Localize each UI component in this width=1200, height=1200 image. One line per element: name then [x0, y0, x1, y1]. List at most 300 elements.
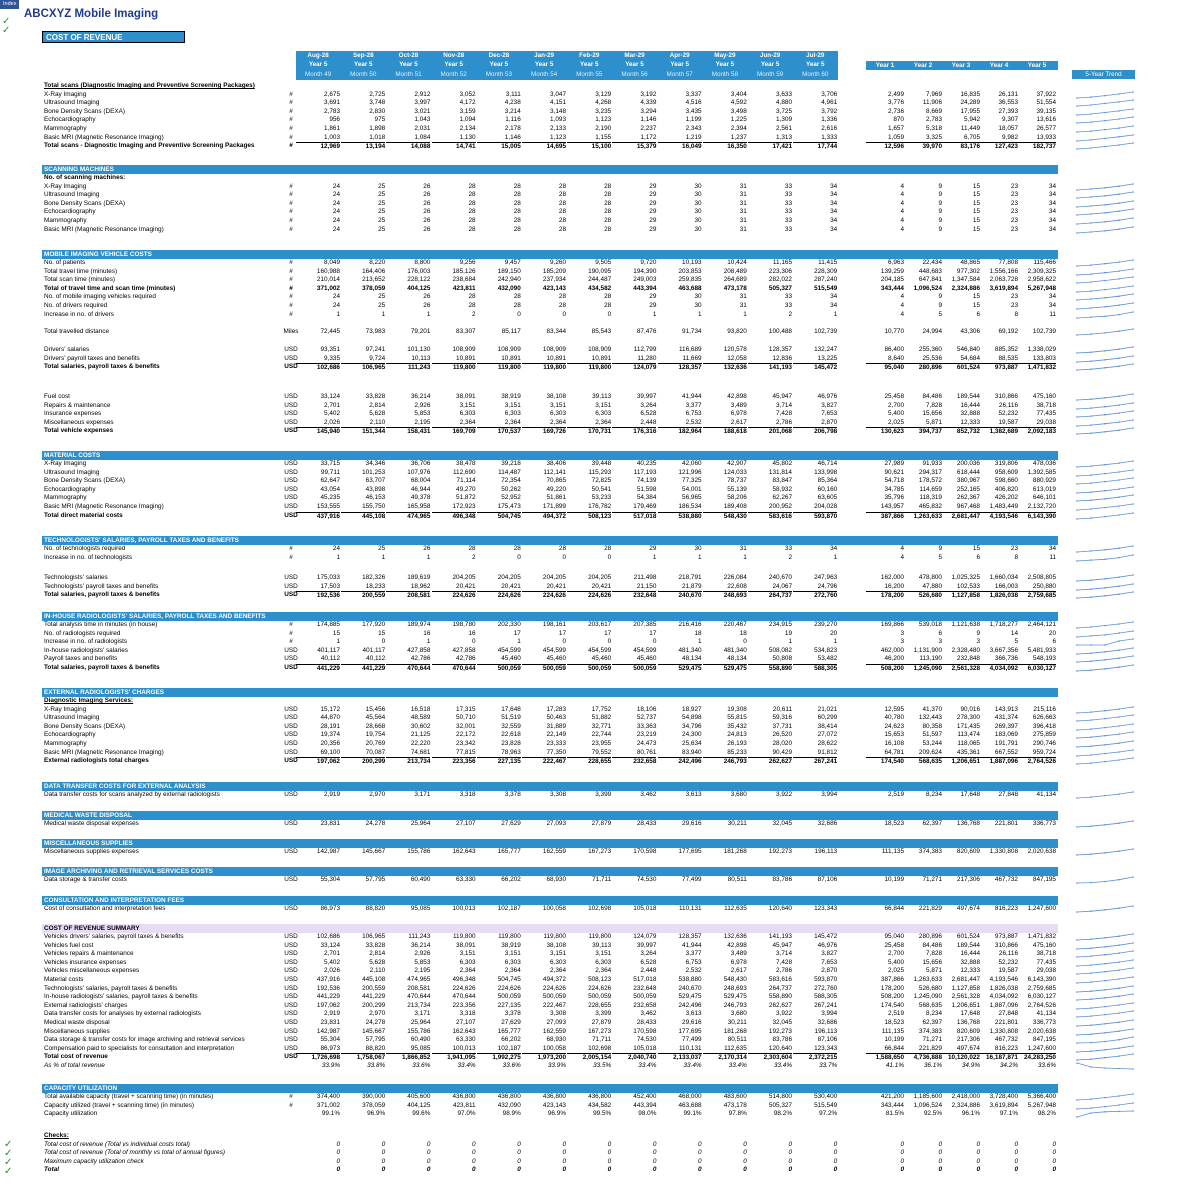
month-cell[interactable]: 434,582 — [588, 284, 612, 292]
month-cell[interactable]: 2,364 — [459, 418, 476, 426]
year-cell[interactable]: 15 — [972, 199, 980, 207]
month-cell[interactable]: 31 — [739, 208, 747, 216]
year-cell[interactable]: 169,866 — [880, 621, 904, 628]
month-cell[interactable]: 494,372 — [522, 512, 566, 522]
year-cell[interactable]: 9 — [938, 225, 942, 233]
year-cell[interactable]: 191,791 — [994, 740, 1018, 747]
month-cell[interactable]: 158,431 — [386, 427, 430, 437]
year-cell[interactable]: 7,969 — [926, 90, 942, 98]
year-cell[interactable]: 32,888 — [960, 958, 980, 966]
month-cell[interactable]: 0 — [743, 1157, 747, 1165]
month-cell[interactable]: 9,457 — [504, 259, 521, 266]
year-cell[interactable]: 4 — [900, 302, 904, 309]
month-cell[interactable]: 100,013 — [452, 905, 476, 912]
year-cell[interactable]: 178,572 — [918, 477, 942, 485]
month-cell[interactable]: 97,241 — [365, 346, 386, 353]
month-cell[interactable]: 3,922 — [776, 791, 792, 798]
month-cell[interactable]: 3,994 — [821, 1010, 838, 1018]
year-cell[interactable]: 15 — [972, 208, 980, 216]
year-cell[interactable]: 14 — [1010, 629, 1018, 637]
year-cell[interactable]: 39,970 — [904, 142, 942, 152]
month-cell[interactable]: 224,626 — [432, 591, 476, 601]
year-cell[interactable]: 81.5% — [885, 1110, 904, 1118]
year-cell[interactable]: 601,524 — [942, 363, 980, 373]
month-cell[interactable]: 46,976 — [817, 393, 838, 400]
month-cell[interactable]: 3,498 — [730, 107, 747, 115]
year-cell[interactable]: 2,020,638 — [1027, 848, 1056, 855]
month-cell[interactable]: 176,782 — [588, 503, 612, 510]
month-cell[interactable]: 267,241 — [814, 1001, 838, 1009]
month-cell[interactable]: 145,940 — [296, 427, 340, 437]
month-cell[interactable]: 189,974 — [407, 621, 431, 628]
month-cell[interactable]: 33 — [784, 191, 792, 199]
month-cell[interactable]: 2,675 — [324, 90, 340, 98]
month-cell[interactable]: 287,240 — [814, 276, 838, 284]
year-cell[interactable]: 2,764,526 — [1018, 757, 1056, 767]
month-cell[interactable]: 3,633 — [776, 90, 792, 98]
month-cell[interactable]: 30 — [694, 302, 702, 309]
month-cell[interactable]: 3,377 — [685, 401, 702, 409]
year-cell[interactable]: 232,848 — [956, 655, 980, 663]
year-cell[interactable]: 255,360 — [918, 346, 942, 353]
month-cell[interactable]: 0 — [743, 1166, 747, 1174]
month-cell[interactable]: 33 — [784, 293, 792, 301]
month-cell[interactable]: 17 — [604, 629, 612, 637]
month-cell[interactable]: 3,021 — [414, 107, 431, 115]
month-cell[interactable]: 30 — [694, 225, 702, 233]
year-cell[interactable]: 1,247,600 — [1027, 905, 1056, 912]
month-cell[interactable]: 223,356 — [432, 757, 476, 767]
month-cell[interactable]: 17,648 — [501, 705, 521, 713]
month-cell[interactable]: 474,965 — [407, 976, 431, 983]
month-cell[interactable]: 33 — [784, 182, 792, 190]
year-cell[interactable]: 36,553 — [998, 99, 1018, 107]
year-cell[interactable]: 250,880 — [1032, 582, 1056, 590]
month-cell[interactable]: 3,318 — [459, 1010, 476, 1018]
month-cell[interactable]: 99.1% — [683, 1110, 702, 1118]
month-cell[interactable]: 2 — [472, 553, 476, 561]
month-cell[interactable]: 83,786 — [772, 876, 792, 883]
month-cell[interactable]: 1,309 — [776, 116, 792, 124]
month-cell[interactable]: 60,299 — [817, 714, 838, 722]
month-cell[interactable]: 956 — [329, 116, 340, 124]
month-cell[interactable]: 227,135 — [497, 1001, 521, 1009]
year-cell[interactable]: 174,540 — [880, 1001, 904, 1009]
month-cell[interactable]: 155,786 — [407, 1027, 431, 1035]
month-cell[interactable]: 99.5% — [593, 1110, 612, 1118]
year-cell[interactable]: 221,801 — [994, 820, 1018, 827]
month-cell[interactable]: 38,919 — [501, 941, 521, 949]
month-cell[interactable]: 24 — [332, 191, 340, 199]
month-cell[interactable]: 27,072 — [817, 731, 838, 739]
month-cell[interactable]: 26 — [423, 217, 431, 224]
month-cell[interactable]: 25 — [378, 545, 386, 552]
year-cell[interactable]: 23 — [1010, 302, 1018, 309]
month-cell[interactable]: 33.8% — [367, 1062, 386, 1069]
year-cell[interactable]: 38,718 — [1036, 950, 1056, 958]
month-cell[interactable]: 517,018 — [633, 976, 657, 983]
month-cell[interactable]: 171,899 — [542, 503, 566, 510]
month-cell[interactable]: 198,780 — [452, 621, 476, 628]
month-cell[interactable]: 21,150 — [636, 582, 657, 590]
year-cell[interactable]: 0 — [976, 1166, 980, 1174]
year-cell[interactable]: 852,732 — [942, 427, 980, 437]
month-cell[interactable]: 2,364 — [504, 967, 521, 975]
month-cell[interactable]: 0 — [517, 1157, 521, 1165]
month-cell[interactable]: 204,205 — [588, 574, 612, 581]
month-cell[interactable]: 31 — [739, 199, 747, 207]
month-cell[interactable]: 17 — [513, 629, 521, 637]
month-cell[interactable]: 51,872 — [456, 494, 476, 502]
month-cell[interactable]: 51,519 — [501, 714, 521, 722]
month-cell[interactable]: 14,741 — [432, 142, 476, 152]
month-cell[interactable]: 106,965 — [362, 933, 386, 940]
month-cell[interactable]: 27,629 — [501, 820, 521, 827]
year-cell[interactable]: 18,523 — [884, 820, 904, 827]
month-cell[interactable]: 378,059 — [362, 1101, 386, 1109]
month-cell[interactable]: 197,062 — [296, 757, 340, 767]
month-cell[interactable]: 31 — [739, 217, 747, 224]
year-cell[interactable]: 380,967 — [956, 477, 980, 485]
month-cell[interactable]: 0 — [698, 1157, 702, 1165]
year-cell[interactable]: 37,922 — [1036, 90, 1056, 98]
month-cell[interactable]: 3,714 — [776, 401, 792, 409]
month-cell[interactable]: 17,752 — [591, 705, 612, 713]
month-cell[interactable]: 49,220 — [546, 485, 566, 493]
month-cell[interactable]: 21,021 — [817, 705, 838, 713]
month-cell[interactable]: 2,448 — [640, 418, 657, 426]
year-cell[interactable]: 2,025 — [888, 418, 904, 426]
month-cell[interactable]: 25,964 — [410, 820, 431, 827]
year-cell[interactable]: 0 — [1014, 1149, 1018, 1157]
month-cell[interactable]: 145,472 — [814, 933, 838, 940]
month-cell[interactable]: 24 — [332, 225, 340, 233]
month-cell[interactable]: 162,559 — [542, 848, 566, 855]
year-cell[interactable]: 1,096,524 — [913, 284, 942, 292]
month-cell[interactable]: 28 — [558, 208, 566, 216]
year-cell[interactable]: 24,623 — [884, 722, 904, 730]
month-cell[interactable]: 28 — [468, 302, 476, 309]
month-cell[interactable]: 0 — [788, 1157, 792, 1165]
month-cell[interactable]: 74,530 — [636, 1036, 657, 1044]
month-cell[interactable]: 0 — [517, 1140, 521, 1148]
month-cell[interactable]: 25,634 — [682, 740, 702, 747]
month-cell[interactable]: 22,220 — [410, 740, 431, 747]
month-cell[interactable]: 3,264 — [640, 401, 657, 409]
month-cell[interactable]: 0 — [788, 1140, 792, 1148]
year-cell[interactable]: 35,796 — [884, 494, 904, 502]
year-cell[interactable]: 0 — [900, 1166, 904, 1174]
month-cell[interactable]: 99.1% — [321, 1110, 340, 1118]
month-cell[interactable]: 558,890 — [768, 993, 792, 1001]
month-cell[interactable]: 120,640 — [768, 905, 792, 912]
year-cell[interactable]: 53,244 — [922, 740, 942, 747]
year-cell[interactable]: 15 — [972, 217, 980, 224]
year-cell[interactable]: 40,780 — [884, 714, 904, 722]
month-cell[interactable]: 1 — [833, 553, 838, 561]
month-cell[interactable]: 32,001 — [456, 722, 476, 730]
month-cell[interactable]: 116,689 — [678, 346, 702, 353]
year-cell[interactable]: 497,674 — [956, 1044, 980, 1052]
month-cell[interactable]: 0 — [381, 1166, 386, 1174]
month-cell[interactable]: 27,093 — [546, 820, 566, 827]
year-cell[interactable]: 7,828 — [926, 401, 942, 409]
month-cell[interactable]: 24 — [332, 545, 340, 552]
month-cell[interactable]: 3,047 — [550, 90, 566, 98]
year-cell[interactable]: 5 — [938, 310, 942, 318]
month-cell[interactable]: 404,125 — [407, 284, 431, 292]
month-cell[interactable]: 170,598 — [633, 848, 657, 855]
year-cell[interactable]: 13,616 — [1036, 116, 1056, 124]
month-cell[interactable]: 1 — [652, 310, 657, 318]
month-cell[interactable]: 42,060 — [682, 460, 702, 467]
month-cell[interactable]: 20,421 — [456, 582, 476, 590]
year-cell[interactable]: 15,653 — [884, 731, 904, 739]
month-cell[interactable]: 197,062 — [316, 1001, 340, 1009]
year-cell[interactable]: 17,648 — [960, 791, 980, 798]
month-cell[interactable]: 20,611 — [772, 705, 792, 713]
month-cell[interactable]: 2,134 — [459, 125, 476, 132]
month-cell[interactable]: 224,626 — [522, 591, 566, 601]
month-cell[interactable]: 468,000 — [678, 1093, 702, 1100]
month-cell[interactable]: 2,133 — [550, 125, 566, 132]
month-cell[interactable]: 445,108 — [362, 976, 386, 983]
month-cell[interactable]: 3,052 — [459, 90, 476, 98]
month-cell[interactable]: 28 — [558, 191, 566, 199]
year-cell[interactable]: 343,444 — [880, 284, 904, 292]
month-column-header[interactable] — [567, 51, 611, 80]
year-cell[interactable]: 23 — [1010, 182, 1018, 190]
month-cell[interactable]: 2,190 — [595, 125, 612, 132]
year-cell[interactable]: 43,306 — [960, 328, 980, 335]
month-cell[interactable]: 50,262 — [501, 485, 521, 493]
year-cell[interactable]: 113,474 — [957, 731, 980, 739]
year-cell[interactable]: 23 — [1010, 208, 1018, 216]
year-cell[interactable]: 0 — [1014, 1166, 1018, 1174]
month-cell[interactable]: 3,680 — [730, 1010, 747, 1018]
year-cell[interactable]: 27,989 — [884, 460, 904, 467]
month-cell[interactable]: 39,113 — [592, 941, 612, 949]
year-cell[interactable]: 221,801 — [994, 1019, 1018, 1026]
month-cell[interactable]: 106,965 — [341, 363, 385, 373]
month-cell[interactable]: 2,786 — [776, 967, 792, 975]
month-cell[interactable]: 6,753 — [685, 958, 702, 966]
year-cell[interactable]: 34 — [1048, 208, 1056, 216]
month-cell[interactable]: 2,870 — [821, 967, 838, 975]
year-cell[interactable]: 15 — [972, 545, 980, 552]
month-cell[interactable]: 40,235 — [636, 460, 657, 467]
year-cell[interactable]: 39,135 — [1036, 107, 1056, 115]
month-cell[interactable]: 224,626 — [542, 984, 566, 992]
month-cell[interactable]: 142,987 — [316, 1027, 340, 1035]
month-cell[interactable]: 102,739 — [814, 328, 838, 335]
month-cell[interactable]: 33.5% — [593, 1062, 612, 1069]
year-cell[interactable]: 66,844 — [884, 905, 904, 912]
month-cell[interactable]: 28 — [513, 545, 521, 552]
month-cell[interactable]: 200,299 — [341, 757, 385, 767]
year-cell[interactable]: 0 — [1052, 1166, 1056, 1174]
year-cell[interactable]: 5 — [938, 553, 942, 561]
month-cell[interactable]: 33.9% — [321, 1062, 340, 1069]
month-cell[interactable]: 500,059 — [542, 993, 566, 1001]
year-cell[interactable]: 278,300 — [956, 714, 980, 722]
month-cell[interactable]: 443,394 — [633, 1101, 657, 1109]
year-cell[interactable]: 25,458 — [884, 941, 904, 949]
month-cell[interactable]: 32,686 — [817, 820, 838, 827]
month-cell[interactable]: 83,307 — [456, 328, 476, 335]
month-cell[interactable]: 33 — [784, 302, 792, 309]
month-cell[interactable]: 470,644 — [432, 664, 476, 674]
month-cell[interactable]: 1,130 — [459, 133, 476, 141]
year-cell[interactable]: 96.1% — [961, 1110, 980, 1118]
year-cell[interactable]: 11 — [1049, 310, 1056, 318]
year-cell[interactable]: 16,108 — [884, 740, 904, 747]
month-cell[interactable]: 24 — [332, 302, 340, 309]
month-cell[interactable]: 8,220 — [369, 259, 386, 266]
month-cell[interactable]: 238,684 — [452, 276, 476, 284]
month-cell[interactable]: 201,068 — [748, 427, 792, 437]
month-cell[interactable]: 3,111 — [505, 90, 521, 98]
month-cell[interactable]: 18 — [739, 629, 747, 637]
month-cell[interactable]: 223,306 — [768, 267, 792, 275]
year-cell[interactable]: 23 — [1010, 217, 1018, 224]
year-cell[interactable]: 19,587 — [998, 418, 1018, 426]
month-cell[interactable]: 79,552 — [591, 748, 612, 756]
month-cell[interactable]: 102,686 — [316, 933, 340, 940]
month-cell[interactable]: 1 — [381, 310, 386, 318]
month-cell[interactable]: 66,202 — [501, 876, 521, 883]
year-cell[interactable]: 475,160 — [1032, 941, 1056, 949]
month-cell[interactable]: 0 — [607, 638, 612, 646]
year-cell[interactable]: 15 — [972, 191, 980, 199]
month-cell[interactable]: 97.0% — [457, 1110, 476, 1118]
month-cell[interactable]: 34 — [830, 208, 838, 216]
month-cell[interactable]: 593,870 — [814, 976, 838, 983]
year-cell[interactable]: 102,739 — [1032, 328, 1056, 335]
month-cell[interactable]: 1 — [788, 638, 792, 646]
month-cell[interactable]: 28 — [604, 199, 612, 207]
month-cell[interactable]: 68,930 — [546, 1036, 566, 1044]
month-cell[interactable]: 3,308 — [550, 1010, 566, 1018]
month-cell[interactable]: 3,151 — [459, 950, 476, 958]
month-cell[interactable]: 463,688 — [678, 284, 702, 292]
month-cell[interactable]: 548,430 — [703, 512, 747, 522]
month-cell[interactable]: 79,201 — [410, 328, 431, 335]
month-cell[interactable]: 239,270 — [814, 621, 838, 628]
year-cell[interactable]: 25,458 — [884, 393, 904, 400]
month-cell[interactable]: 508,123 — [567, 512, 611, 522]
month-cell[interactable]: 54,898 — [682, 714, 702, 722]
year-cell[interactable]: 1,826,038 — [980, 591, 1018, 601]
month-cell[interactable]: 4,238 — [504, 99, 521, 107]
year-cell[interactable]: 280,896 — [904, 363, 942, 373]
month-cell[interactable]: 165,777 — [497, 1027, 521, 1035]
month-cell[interactable]: 22,149 — [546, 731, 566, 739]
month-cell[interactable]: 1,333 — [821, 133, 838, 141]
month-cell[interactable]: 2,532 — [685, 418, 702, 426]
month-cell[interactable]: 204,028 — [814, 503, 838, 510]
year-cell[interactable]: 15,656 — [922, 958, 942, 966]
year-cell[interactable]: 5,318 — [926, 125, 942, 132]
year-cell[interactable]: 5,871 — [926, 967, 942, 975]
month-cell[interactable]: 483,600 — [723, 1093, 747, 1100]
year-cell[interactable]: 34 — [1048, 199, 1056, 207]
year-cell[interactable]: 80,358 — [922, 722, 942, 730]
month-cell[interactable]: 28 — [513, 225, 521, 233]
year-cell[interactable]: 467,732 — [994, 876, 1018, 883]
month-cell[interactable]: 33.7% — [819, 1062, 838, 1069]
month-cell[interactable]: 2,195 — [414, 418, 431, 426]
year-cell[interactable]: 0 — [938, 1149, 942, 1157]
month-cell[interactable]: 63,330 — [456, 876, 476, 883]
month-cell[interactable]: 7,653 — [821, 958, 838, 966]
month-cell[interactable]: 48,589 — [410, 714, 431, 722]
month-cell[interactable]: 2,701 — [324, 950, 340, 958]
year-cell[interactable]: 2,092,183 — [1018, 427, 1056, 437]
month-cell[interactable]: 119,800 — [567, 363, 611, 373]
month-cell[interactable]: 91,812 — [817, 748, 838, 756]
month-cell[interactable]: 0 — [788, 1166, 792, 1174]
month-cell[interactable]: 110,131 — [678, 1044, 702, 1052]
month-cell[interactable]: 108,909 — [588, 346, 612, 353]
month-cell[interactable]: 78,737 — [727, 477, 747, 485]
year-cell[interactable]: 406,820 — [994, 485, 1018, 493]
year-cell[interactable]: 77,435 — [1036, 958, 1056, 966]
month-cell[interactable]: 4,516 — [685, 99, 702, 107]
year-cell[interactable]: 29,038 — [1036, 967, 1056, 975]
year-cell[interactable]: 221,829 — [918, 905, 942, 912]
year-cell[interactable]: 4 — [900, 191, 904, 199]
month-cell[interactable]: 68,004 — [410, 477, 431, 485]
month-cell[interactable]: 24,473 — [636, 740, 657, 747]
month-cell[interactable]: 26 — [423, 208, 431, 216]
month-cell[interactable]: 500,059 — [522, 664, 566, 674]
month-cell[interactable]: 267,241 — [793, 757, 837, 767]
month-cell[interactable]: 2,970 — [369, 791, 386, 798]
month-cell[interactable]: 145,667 — [362, 1027, 386, 1035]
month-cell[interactable]: 3,404 — [730, 90, 747, 98]
month-cell[interactable]: 28 — [604, 208, 612, 216]
year-cell[interactable]: 275,859 — [1032, 731, 1056, 739]
month-cell[interactable]: 33.6% — [412, 1062, 431, 1069]
month-cell[interactable]: 30 — [694, 545, 702, 552]
month-column-header[interactable] — [748, 51, 792, 80]
month-cell[interactable]: 71,711 — [592, 876, 612, 883]
year-cell[interactable]: 2,418,000 — [951, 1093, 980, 1100]
month-cell[interactable]: 242,496 — [678, 1001, 702, 1009]
month-cell[interactable]: 28 — [604, 293, 612, 301]
year-cell[interactable]: 9 — [976, 629, 980, 637]
month-cell[interactable]: 443,394 — [633, 284, 657, 292]
year-cell[interactable]: 1,247,600 — [1027, 1044, 1056, 1052]
month-cell[interactable]: 17 — [558, 629, 566, 637]
month-cell[interactable]: 1,898 — [369, 125, 386, 132]
month-cell[interactable]: 34 — [830, 225, 838, 233]
month-cell[interactable]: 5,628 — [369, 410, 386, 418]
month-cell[interactable]: 228,655 — [567, 757, 611, 767]
month-cell[interactable]: 28 — [468, 225, 476, 233]
month-cell[interactable]: 208,581 — [407, 984, 431, 992]
month-cell[interactable]: 436,800 — [588, 1093, 612, 1100]
year-cell[interactable]: 95,040 — [866, 363, 904, 373]
month-cell[interactable]: 228,122 — [407, 276, 431, 284]
month-cell[interactable]: 390,000 — [362, 1093, 386, 1100]
month-cell[interactable]: 60,160 — [817, 485, 838, 493]
year-cell[interactable]: 23 — [1010, 225, 1018, 233]
year-cell[interactable]: 1,347,584 — [951, 276, 980, 284]
month-cell[interactable]: 0 — [562, 1140, 566, 1148]
year-cell[interactable]: 2,764,526 — [1027, 1001, 1056, 1009]
